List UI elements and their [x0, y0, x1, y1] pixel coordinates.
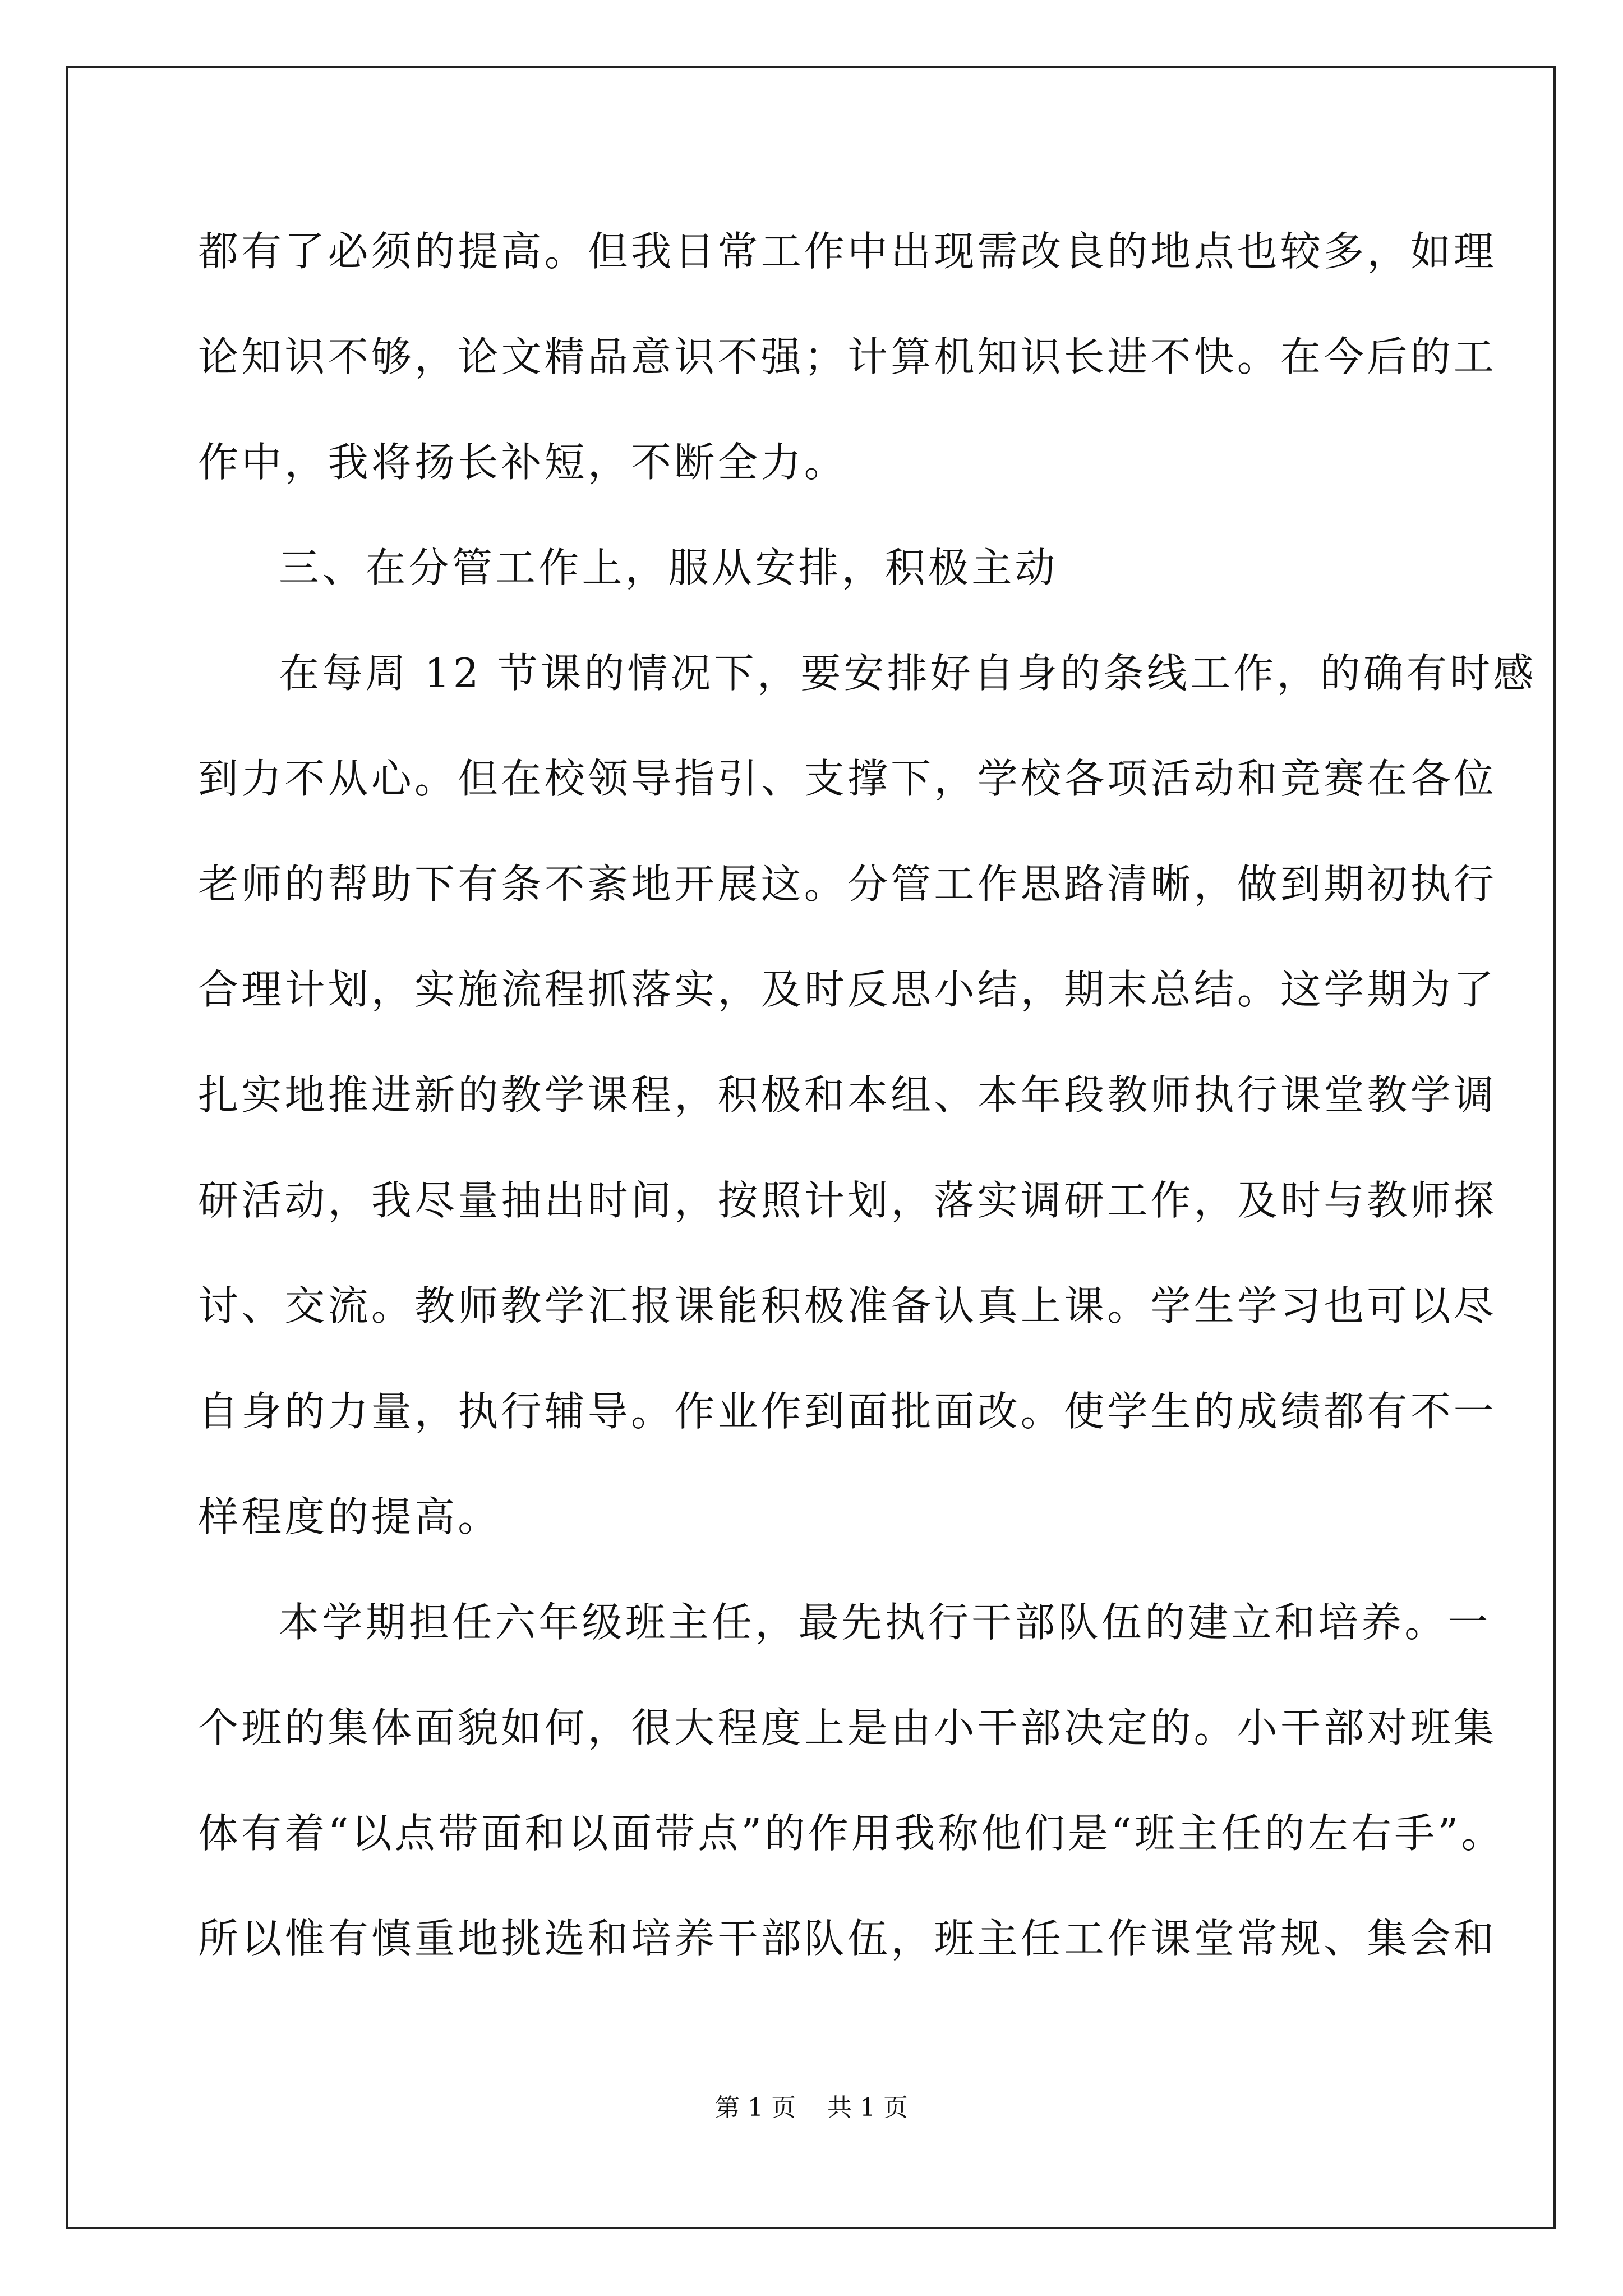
text-line: 扎实地推进新的教学课程，积极和本组、本年段教师执行课堂教学调	[198, 1071, 1497, 1119]
text-line: 体有着“以点带面和以面带点”的作用我称他们是“班主任的左右手”。	[198, 1810, 1505, 1857]
text-line: 都有了必须的提高。但我日常工作中出现需改良的地点也较多，如理	[198, 228, 1497, 275]
text-line: 老师的帮助下有条不紊地开展这。分管工作思路清晰，做到期初执行	[198, 861, 1497, 908]
page-border	[66, 66, 1556, 2229]
text-line: 讨、交流。教师教学汇报课能积极准备认真上课。学生学习也可以尽	[198, 1282, 1497, 1329]
text-line: 自身的力量，执行辅导。作业作到面批面改。使学生的成绩都有不一	[198, 1388, 1497, 1435]
text-line: 合理计划，实施流程抓落实，及时反思小结，期末总结。这学期为了	[198, 966, 1497, 1013]
text-line: 本学期担任六年级班主任，最先执行干部队伍的建立和培养。一	[279, 1599, 1491, 1646]
text-line: 研活动，我尽量抽出时间，按照计划，落实调研工作，及时与教师探	[198, 1177, 1497, 1224]
text-line: 论知识不够，论文精品意识不强；计算机知识长进不快。在今后的工	[198, 333, 1497, 380]
text-line: 作中，我将扬长补短，不断全力。	[198, 439, 848, 486]
text-line: 所以惟有慎重地挑选和培养干部队伍，班主任工作课堂常规、集会和	[198, 1915, 1497, 1962]
text-line: 在每周 12 节课的情况下，要安排好自身的条线工作，的确有时感	[279, 650, 1537, 697]
text-line: 样程度的提高。	[198, 1493, 501, 1540]
page-footer: 第 1 页 共 1 页	[715, 2093, 908, 2122]
text-line: 个班的集体面貌如何，很大程度上是由小干部决定的。小干部对班集	[198, 1704, 1497, 1751]
text-line: 到力不从心。但在校领导指引、支撑下，学校各项活动和竞赛在各位	[198, 755, 1497, 802]
section-heading: 三、在分管工作上，服从安排，积极主动	[279, 544, 1058, 591]
